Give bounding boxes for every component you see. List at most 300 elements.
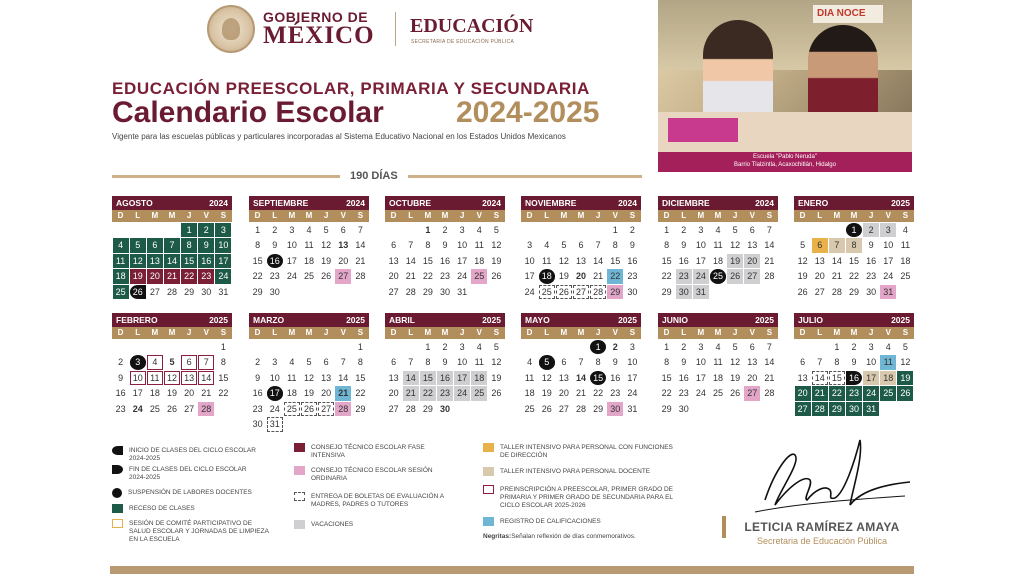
day-cell: 11 xyxy=(287,372,297,383)
weekday-label: M xyxy=(151,211,159,220)
empty-cell xyxy=(573,223,589,238)
day-cell: 7 xyxy=(340,357,346,367)
legend-taller-direccion: TALLER INTENSIVO PARA PERSONAL CON FUNCIONES DE DIRECCIÓN xyxy=(483,444,673,460)
day-cell: 23 xyxy=(676,269,692,284)
day-cell: 24 xyxy=(215,269,231,284)
day-cell: 15 xyxy=(422,255,433,266)
day-cell: 2 xyxy=(198,223,214,238)
day-cell: 4 xyxy=(527,357,533,367)
weekday-label: M xyxy=(151,328,159,337)
empty-cell xyxy=(181,340,197,355)
day-cell: 30 xyxy=(866,286,877,297)
day-cell: 12 xyxy=(900,357,911,367)
day-cell: 4 xyxy=(476,341,482,352)
weekday-label: D xyxy=(663,328,670,337)
day-cell: 24 xyxy=(457,271,468,281)
weekday-header xyxy=(112,327,232,339)
day-cell: 13 xyxy=(338,240,349,250)
day-cell: 26 xyxy=(491,388,502,398)
month-year: 2025 xyxy=(209,315,228,325)
day-cell: 22 xyxy=(181,269,197,284)
legend-fin: FIN DE CLASES DEL CICLO ESCOLAR 2024-2025 xyxy=(112,466,262,482)
month-name: ABRIL xyxy=(389,315,415,325)
day-cell: 27 xyxy=(184,403,195,414)
empty-cell xyxy=(164,223,180,238)
day-grid xyxy=(658,339,778,417)
day-cell: 1 xyxy=(664,224,670,235)
month-name: AGOSTO xyxy=(116,198,153,208)
weekday-label: J xyxy=(868,211,874,220)
day-cell: 17 xyxy=(286,255,297,266)
day-cell: 27 xyxy=(744,386,760,401)
weekday-label: J xyxy=(595,211,601,220)
month-header xyxy=(112,196,232,210)
day-cell: 1 xyxy=(834,341,840,352)
day-cell: 16 xyxy=(846,371,862,386)
month-marzo xyxy=(249,313,369,432)
weekday-header xyxy=(521,327,641,339)
day-cell: 28 xyxy=(166,286,177,297)
day-cell: 17 xyxy=(883,255,894,266)
day-cell: 3 xyxy=(459,224,465,235)
day-cell: 7 xyxy=(164,238,180,253)
day-cell: 14 xyxy=(575,372,586,383)
day-cell: 9 xyxy=(681,357,687,367)
day-cell: 11 xyxy=(474,240,484,250)
day-cell: 20 xyxy=(338,255,349,266)
title-year: 2024-2025 xyxy=(456,96,600,129)
day-grid xyxy=(658,222,778,300)
day-cell: 17 xyxy=(524,271,535,281)
day-cell: 3 xyxy=(698,224,704,235)
day-cell: 31 xyxy=(880,285,896,300)
day-cell: 22 xyxy=(355,388,366,398)
levels-heading: EDUCACIÓN PREESCOLAR, PRIMARIA Y SECUNDARIA xyxy=(112,79,590,98)
month-header xyxy=(385,196,505,210)
day-cell: 22 xyxy=(422,271,433,281)
day-cell: 6 xyxy=(749,341,755,352)
day-grid xyxy=(112,222,232,300)
weekday-label: V xyxy=(203,211,209,220)
day-cell: 28 xyxy=(355,271,366,281)
day-cell: 4 xyxy=(715,224,721,235)
month-header xyxy=(794,196,914,210)
day-cell: 16 xyxy=(610,372,621,383)
day-cell: 21 xyxy=(575,388,586,398)
month-name: OCTUBRE xyxy=(389,198,432,208)
day-cell: 24 xyxy=(524,286,535,297)
day-cell: 10 xyxy=(695,240,706,250)
day-cell: 27 xyxy=(795,402,811,417)
day-cell: 23 xyxy=(437,386,453,401)
taller-direccion-swatch xyxy=(483,443,494,452)
day-cell: 27 xyxy=(814,286,825,297)
weekday-label: M xyxy=(850,211,858,220)
weekday-label: D xyxy=(799,328,806,337)
weekday-label: V xyxy=(476,328,482,337)
weekday-label: J xyxy=(186,211,192,220)
day-cell: 29 xyxy=(355,403,366,414)
weekday-label: M xyxy=(577,211,585,220)
weekday-label: M xyxy=(697,211,705,220)
month-agosto xyxy=(112,196,232,300)
weekday-label: V xyxy=(612,211,618,220)
day-cell: 14 xyxy=(764,240,775,250)
day-cell: 3 xyxy=(527,240,533,250)
weekday-header xyxy=(112,210,232,222)
empty-cell xyxy=(284,340,300,355)
day-cell: 28 xyxy=(764,271,775,281)
day-cell: 16 xyxy=(627,255,638,266)
day-cell: 11 xyxy=(113,254,129,269)
day-cell: 14 xyxy=(405,255,416,266)
day-cell: 8 xyxy=(664,240,670,250)
day-cell: 11 xyxy=(474,357,484,367)
weekday-label: V xyxy=(612,328,618,337)
day-cell: 16 xyxy=(267,254,283,269)
day-cell: 19 xyxy=(491,372,502,383)
day-cell: 31 xyxy=(218,286,229,297)
weekday-label: V xyxy=(749,328,755,337)
day-cell: 3 xyxy=(459,341,465,352)
day-cell: 25 xyxy=(471,386,487,401)
day-cell: 10 xyxy=(627,357,638,367)
day-cell: 25 xyxy=(880,386,896,401)
day-cell: 27 xyxy=(335,269,351,284)
weekday-label: M xyxy=(288,328,296,337)
day-cell: 31 xyxy=(693,285,709,300)
month-year: 2024 xyxy=(346,198,365,208)
day-cell: 11 xyxy=(542,255,552,266)
photo-sign: DIA NOCE xyxy=(813,5,883,23)
day-cell: 7 xyxy=(766,341,772,352)
day-cell: 15 xyxy=(610,255,621,266)
photo-caption: Escuela "Pablo Neruda" Barrio Tlalzintla, Acaxochitlán, Hidalgo xyxy=(658,152,912,172)
day-cell: 2 xyxy=(612,341,618,352)
day-cell: 13 xyxy=(147,254,163,269)
day-cell: 16 xyxy=(678,255,689,266)
day-cell: 15 xyxy=(181,254,197,269)
day-cell: 8 xyxy=(425,357,431,367)
empty-cell xyxy=(403,223,419,238)
day-cell: 18 xyxy=(149,388,160,398)
day-cell: 17 xyxy=(267,386,283,401)
signer-role: Secretaria de Educación Pública xyxy=(756,536,888,546)
day-cell: 25 xyxy=(524,403,535,414)
weekday-label: D xyxy=(390,211,397,220)
weekday-label: M xyxy=(288,211,296,220)
day-cell: 15 xyxy=(218,372,229,383)
empty-cell xyxy=(335,340,351,355)
page-title: Calendario Escolar xyxy=(112,96,384,129)
day-cell: 9 xyxy=(851,357,857,367)
taller-docente-swatch xyxy=(483,467,494,476)
sep-sub-label: SECRETARÍA DE EDUCACIÓN PÚBLICA xyxy=(411,39,515,45)
day-cell: 12 xyxy=(491,357,502,367)
weekday-label: L xyxy=(544,328,550,337)
month-name: MAYO xyxy=(525,315,550,325)
weekday-label: M xyxy=(305,211,313,220)
day-cell: 15 xyxy=(661,372,672,383)
empty-cell xyxy=(795,340,811,355)
day-cell: 2 xyxy=(863,223,879,238)
day-cell: 1 xyxy=(255,224,261,235)
empty-cell xyxy=(318,340,334,355)
day-cell: 24 xyxy=(863,386,879,401)
weekday-label: S xyxy=(220,211,227,220)
month-year: 2024 xyxy=(755,198,774,208)
day-cell: 29 xyxy=(252,286,263,297)
day-cell: 6 xyxy=(561,357,567,367)
day-cell: 18 xyxy=(303,255,314,266)
preinscripcion-swatch xyxy=(483,485,494,494)
day-cell: 7 xyxy=(766,224,772,235)
month-name: MARZO xyxy=(253,315,285,325)
day-cell: 2 xyxy=(272,224,278,235)
day-cell: 8 xyxy=(834,357,840,367)
day-cell: 29 xyxy=(422,286,433,297)
month-abril xyxy=(385,313,505,417)
weekday-label: M xyxy=(850,328,858,337)
legend-cte-ordinaria: CONSEJO TÉCNICO ESCOLAR SESIÓN ORDINARIA xyxy=(294,467,434,483)
weekday-label: S xyxy=(493,328,500,337)
educacion-label: EDUCACIÓN xyxy=(410,15,534,37)
day-cell: 21 xyxy=(812,386,828,401)
month-septiembre xyxy=(249,196,369,300)
day-cell: 30 xyxy=(269,286,280,297)
day-cell: 28 xyxy=(405,403,416,414)
day-cell: 14 xyxy=(812,371,828,386)
day-cell: 12 xyxy=(797,255,808,266)
day-cell: 4 xyxy=(902,224,908,235)
day-cell: 17 xyxy=(457,255,468,266)
day-cell: 9 xyxy=(681,240,687,250)
day-cell: 18 xyxy=(712,372,723,383)
day-cell: 5 xyxy=(800,240,806,250)
day-cell: 21 xyxy=(593,271,604,281)
day-cell: 14 xyxy=(831,255,842,266)
day-cell: 1 xyxy=(181,223,197,238)
day-cell: 5 xyxy=(561,240,567,250)
day-cell: 26 xyxy=(797,286,808,297)
day-cell: 2 xyxy=(118,357,124,367)
signature xyxy=(735,430,915,525)
day-cell: 26 xyxy=(897,386,913,401)
day-cell: 1 xyxy=(590,340,606,355)
weekday-label: M xyxy=(424,211,432,220)
weekday-header xyxy=(794,327,914,339)
weekday-label: V xyxy=(203,328,209,337)
subtitle: Vigente para las escuelas públicas y particulares incorporadas al Sistema Educativo Nacional en los Estados Unidos Mexicanos xyxy=(112,132,566,141)
day-cell: 30 xyxy=(439,286,450,297)
day-cell: 27 xyxy=(388,403,399,414)
month-header xyxy=(385,313,505,327)
day-cell: 4 xyxy=(147,355,163,370)
day-cell: 5 xyxy=(323,224,329,235)
weekday-label: L xyxy=(408,328,414,337)
day-cell: 27 xyxy=(558,403,569,414)
day-cell: 8 xyxy=(357,357,363,367)
day-cell: 28 xyxy=(575,403,586,414)
day-cell: 4 xyxy=(306,224,312,235)
day-cell: 27 xyxy=(149,286,160,297)
weekday-label: S xyxy=(357,211,364,220)
day-cell: 18 xyxy=(900,255,911,266)
empty-cell xyxy=(556,223,572,238)
day-cell: 1 xyxy=(846,223,862,238)
weekday-label: D xyxy=(526,328,533,337)
day-cell: 2 xyxy=(681,224,687,235)
day-cell: 31 xyxy=(863,402,879,417)
weekday-label: M xyxy=(577,328,585,337)
weekday-label: M xyxy=(833,328,841,337)
day-cell: 14 xyxy=(764,357,775,367)
empty-cell xyxy=(812,340,828,355)
day-cell: 23 xyxy=(866,271,877,281)
day-cell: 26 xyxy=(321,271,332,281)
empty-cell xyxy=(250,340,266,355)
day-cell: 16 xyxy=(115,388,126,398)
day-cell: 3 xyxy=(215,223,231,238)
day-cell: 20 xyxy=(147,269,163,284)
day-cell: 13 xyxy=(388,255,399,266)
day-cell: 9 xyxy=(255,372,261,383)
day-cell: 23 xyxy=(252,403,263,414)
weekday-label: J xyxy=(459,211,465,220)
day-cell: 16 xyxy=(866,255,877,266)
fin-icon xyxy=(112,465,123,474)
day-cell: 26 xyxy=(301,402,317,417)
day-cell: 18 xyxy=(880,371,896,386)
weekday-label: S xyxy=(902,211,909,220)
day-cell: 14 xyxy=(198,371,214,386)
day-cell: 7 xyxy=(578,357,584,367)
month-octubre xyxy=(385,196,505,300)
day-cell: 19 xyxy=(730,372,741,383)
month-year: 2024 xyxy=(618,198,637,208)
month-mayo xyxy=(521,313,641,417)
month-header xyxy=(521,196,641,210)
day-cell: 31 xyxy=(627,403,638,414)
day-cell: 5 xyxy=(130,238,146,253)
day-cell: 27 xyxy=(318,402,334,417)
month-year: 2025 xyxy=(346,315,365,325)
day-cell: 21 xyxy=(764,372,775,383)
day-grid xyxy=(385,222,505,300)
day-cell: 11 xyxy=(147,371,163,386)
day-cell: 30 xyxy=(678,403,689,414)
day-cell: 3 xyxy=(272,357,278,367)
day-cell: 5 xyxy=(169,357,175,367)
month-year: 2025 xyxy=(891,198,910,208)
day-cell: 7 xyxy=(198,355,214,370)
day-cell: 3 xyxy=(629,341,635,352)
day-cell: 28 xyxy=(764,388,775,398)
weekday-label: J xyxy=(186,328,192,337)
day-cell: 11 xyxy=(304,240,314,250)
empty-cell xyxy=(198,340,214,355)
day-cell: 23 xyxy=(198,269,214,284)
day-cell: 12 xyxy=(558,255,569,266)
day-cell: 6 xyxy=(800,357,806,367)
weekday-header xyxy=(794,210,914,222)
day-cell: 21 xyxy=(355,255,366,266)
weekday-label: L xyxy=(817,328,823,337)
day-cell: 19 xyxy=(558,271,569,281)
cte-ordinaria-swatch xyxy=(294,466,305,475)
weekday-label: S xyxy=(357,328,364,337)
weekday-label: J xyxy=(868,328,874,337)
day-cell: 11 xyxy=(713,240,723,250)
day-cell: 27 xyxy=(744,269,760,284)
month-name: JUNIO xyxy=(662,315,688,325)
day-cell: 16 xyxy=(437,371,453,386)
empty-cell xyxy=(539,340,555,355)
day-cell: 19 xyxy=(797,271,808,281)
weekday-label: S xyxy=(629,328,636,337)
day-cell: 9 xyxy=(629,240,635,250)
day-cell: 18 xyxy=(712,255,723,266)
weekday-label: J xyxy=(323,328,329,337)
day-cell: 4 xyxy=(113,238,129,253)
day-cell: 30 xyxy=(607,402,623,417)
day-cell: 6 xyxy=(578,240,584,250)
legend-cte-intensiva: CONSEJO TÉCNICO ESCOLAR FASE INTENSIVA xyxy=(294,444,434,460)
day-cell: 23 xyxy=(678,388,689,398)
day-cell: 7 xyxy=(595,240,601,250)
day-cell: 21 xyxy=(831,271,842,281)
day-cell: 13 xyxy=(321,372,332,383)
weekday-label: D xyxy=(254,211,261,220)
month-noviembre xyxy=(521,196,641,300)
day-cell: 7 xyxy=(817,357,823,367)
vacaciones-swatch xyxy=(294,520,305,529)
day-cell: 6 xyxy=(812,238,828,253)
day-cell: 25 xyxy=(149,403,160,414)
month-header xyxy=(794,313,914,327)
weekday-label: L xyxy=(272,328,278,337)
day-cell: 15 xyxy=(252,255,263,266)
day-cell: 30 xyxy=(846,402,862,417)
day-cell: 12 xyxy=(730,240,741,250)
day-cell: 6 xyxy=(340,224,346,235)
month-junio xyxy=(658,313,778,417)
boletas-swatch xyxy=(294,492,305,501)
day-cell: 13 xyxy=(558,372,569,383)
empty-cell xyxy=(556,340,572,355)
weekday-label: V xyxy=(749,211,755,220)
day-cell: 18 xyxy=(113,269,129,284)
day-cell: 1 xyxy=(425,224,431,235)
day-cell: 8 xyxy=(612,240,618,250)
weekday-header xyxy=(658,327,778,339)
day-cell: 6 xyxy=(391,357,397,367)
day-cell: 15 xyxy=(848,255,859,266)
day-cell: 17 xyxy=(695,255,706,266)
day-cell: 13 xyxy=(575,255,586,266)
weekday-label: D xyxy=(117,211,124,220)
day-cell: 13 xyxy=(181,371,197,386)
weekday-label: L xyxy=(272,211,278,220)
empty-cell xyxy=(795,223,811,238)
weekday-header xyxy=(385,210,505,222)
signer-name: LETICIA RAMÍREZ AMAYA xyxy=(744,520,900,534)
day-cell: 26 xyxy=(491,271,502,281)
month-name: ENERO xyxy=(798,198,829,208)
mexico-label: MÉXICO xyxy=(263,22,375,49)
weekday-label: M xyxy=(168,328,176,337)
day-cell: 21 xyxy=(764,255,775,266)
